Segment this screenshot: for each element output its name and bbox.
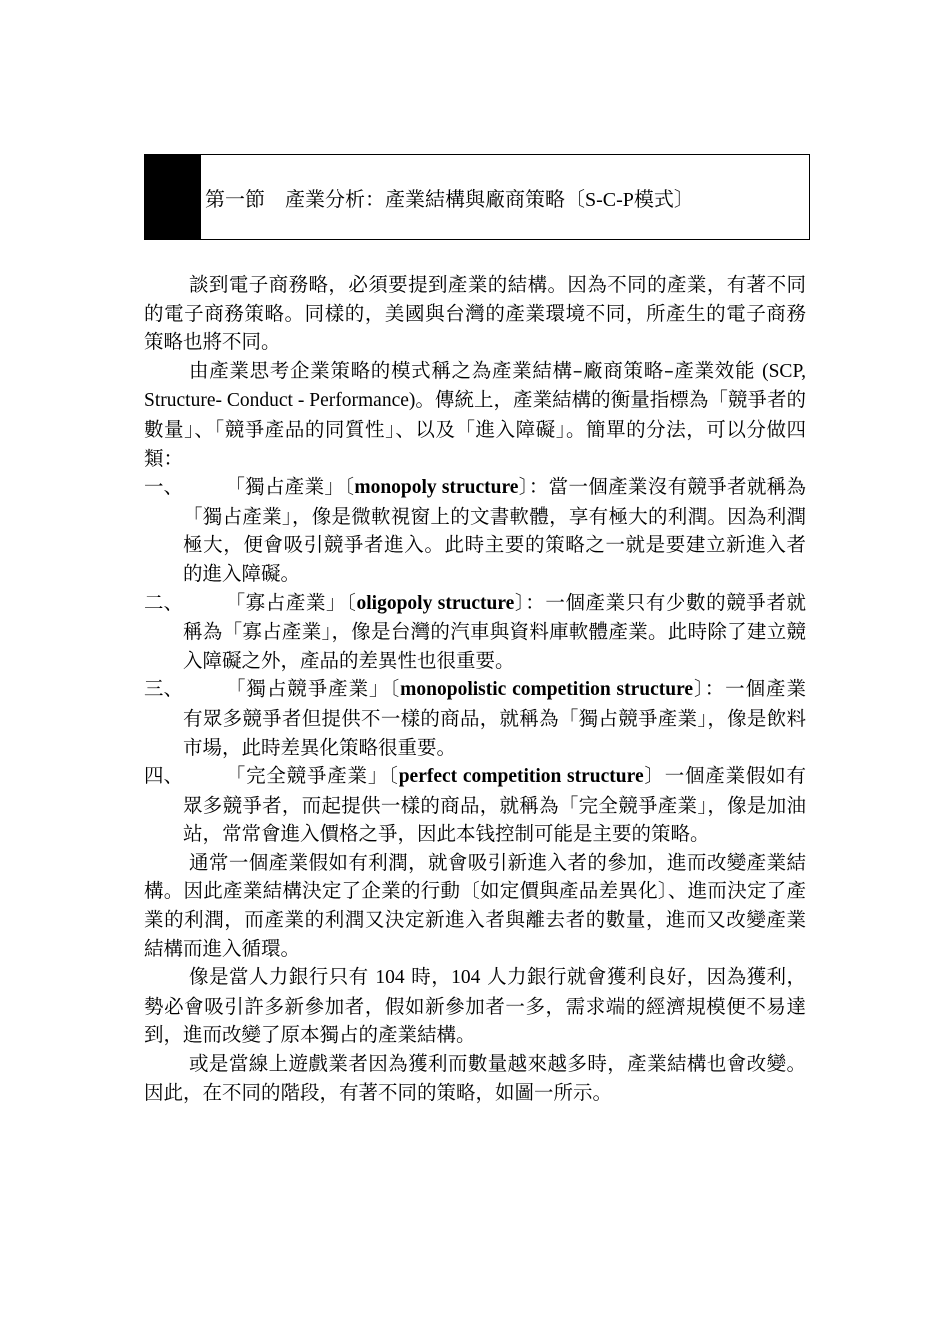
list-text: 一個產業假如有眾多競爭者，而起提供一樣的商品，就稱為「完全競爭產業」，像是加油站，常常會進入價格之爭，因此本钱控制可能是主要的策略。	[183, 764, 806, 846]
job-bank-number-2: 104	[451, 967, 481, 989]
job-bank-text-a: 像是當人力銀行只有	[189, 965, 369, 989]
paragraph-cycle: 通常一個產業假如有利潤，就會吸引新進入者的參加，進而改變產業結構。因此產業結構決定了企業的行動〔如定價與產品差異化〕、進而決定了產業的利潤，而產業的利潤又決定新進入者與離去者的數量，進而又改變產業結構而進入循環。	[144, 850, 806, 960]
job-bank-number-1: 104	[375, 967, 405, 989]
paragraph-scp	[144, 357, 806, 473]
heading-scp: S-C-P	[585, 188, 634, 211]
paragraph-job-bank	[144, 963, 806, 1050]
list-text: ：一個產業只有少數的競爭者就稱為「寡占產業」，像是台灣的汽車與資料庫軟體產業。此時除了建立競入障礙之外，產品的差異性也很重要。	[183, 590, 806, 672]
job-bank-text-c: 人力銀行就會獲利良好，因為獲利，勢必會吸引許多新參加者，假如新參加者一多，需求端的經濟規模便不易達到，進而改變了原本獨占的產業結構。	[144, 965, 806, 1047]
list-label: 「獨占產業」〔	[225, 475, 355, 499]
list-number: 一、	[144, 475, 184, 499]
scp-text-a: 由產業思考企業策略的模式稱之為產業結構–廠商策略–產業效能	[189, 358, 756, 382]
paragraph-intro: 談到電子商務略，必須要提到產業的結構。因為不同的產業，有著不同的電子商務策略。同樣的，美國與台灣的產業環境不同，所產生的電子商務策略也將不同。	[144, 273, 806, 354]
list-english-term: monopolistic competition structure	[400, 679, 694, 701]
list-close-bracket: 〕	[693, 677, 705, 701]
job-bank-text-b: 時，	[411, 965, 452, 989]
list-number: 二、	[144, 590, 184, 614]
section-heading-box	[144, 154, 810, 240]
section-heading	[205, 183, 694, 212]
list-label: 「完全競爭產業」〔	[225, 764, 399, 788]
scp-latin: (SCP, Structure- Conduct - Performance)	[144, 360, 806, 412]
list-label: 「獨占競爭產業」〔	[225, 677, 401, 701]
heading-section-text: 第一節 產業分析：產業結構與廠商策略〔	[205, 186, 585, 211]
list-item-perfect-competition	[144, 762, 806, 849]
list-english-term: oligopoly structure	[356, 592, 515, 614]
document-body	[144, 271, 806, 1107]
list-english-term: monopoly structure	[354, 477, 519, 499]
paragraph-online-games: 或是當線上遊戲業者因為獲利而數量越來越多時，產業結構也會改變。因此，在不同的階段，有著不同的策略，如圖一所示。	[144, 1052, 806, 1104]
list-english-term: perfect competition structure	[398, 766, 644, 788]
list-close-bracket: 〕	[643, 764, 665, 788]
list-text: ：一個產業有眾多競爭者但提供不一樣的商品，就稱為「獨占競爭產業」，像是飲料市場，此時差異化策略很重要。	[183, 677, 806, 759]
list-close-bracket: 〕	[514, 590, 526, 614]
list-item-oligopoly	[144, 589, 806, 676]
heading-black-block	[145, 155, 201, 239]
list-number: 三、	[144, 677, 184, 701]
list-label: 「寡占產業」〔	[225, 590, 357, 614]
heading-tail: 模式〕	[633, 186, 694, 211]
list-close-bracket: 〕	[518, 475, 529, 499]
list-text: ：當一個產業沒有競爭者就稱為「獨占產業」，像是微軟視窗上的文書軟體，享有極大的利潤。因為利潤極大，便會吸引競爭者進入。此時主要的策略之一就是要建立新進入者的進入障礙。	[183, 475, 806, 585]
scp-text-b: 。傳統上，產業結構的衡量指標為「競爭者的數量」、「競爭產品的同質性」、以及「進入障礙」。簡單的分法，可以分做四類：	[144, 388, 806, 470]
list-item-monopoly	[144, 473, 806, 588]
list-number: 四、	[144, 764, 184, 788]
list-item-monopolistic-competition	[144, 675, 806, 762]
